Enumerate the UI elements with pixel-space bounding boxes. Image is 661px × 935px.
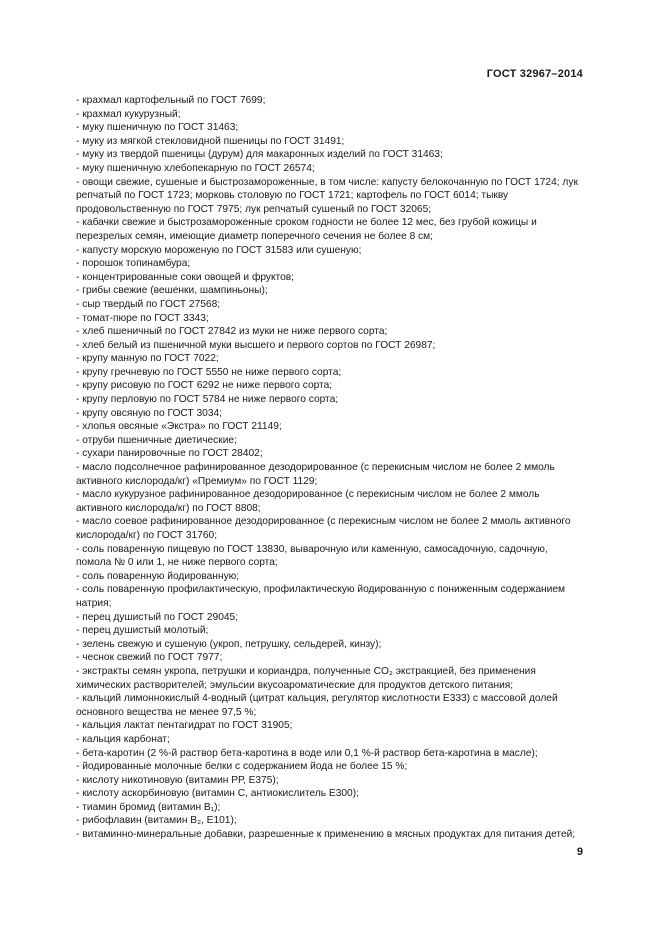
list-item: - рибофлавин (витамин В₂, Е101); <box>76 815 237 827</box>
list-item: - муку из твердой пшеницы (дурум) для макаронных изделий по ГОСТ 31463; <box>76 149 443 161</box>
list-item: - кислоту никотиновую (витамин РР, Е375); <box>76 774 279 786</box>
list-item: - порошок топинамбура; <box>76 258 191 270</box>
list-item: - муку пшеничную по ГОСТ 31463; <box>76 122 239 134</box>
list-item: - перец душистый молотый; <box>76 625 209 637</box>
list-item: - сыр твердый по ГОСТ 27568; <box>76 298 221 310</box>
list-item: - тиамин бромид (витамин В₁); <box>76 801 221 813</box>
list-item: - томат-пюре по ГОСТ 3343; <box>76 312 209 324</box>
list-item: - муку из мягкой стекловидной пшеницы по ГОСТ 31491; <box>76 135 345 147</box>
list-item: - бета-каротин (2 %-й раствор бета-каротина в воде или 0,1 %-й раствор бета-каротина в масле); <box>76 747 538 759</box>
list-item: - кальций лимоннокислый 4-водный (цитрат кальция, регулятор кислотности Е333) с массовой долей основного вещества не менее 97,5 %; <box>76 693 558 718</box>
list-item: - крупу рисовую по ГОСТ 6292 не ниже первого сорта; <box>76 380 333 392</box>
list-item: - овощи свежие, сушеные и быстрозамороженные, в том числе: капусту белокочанную по ГОСТ 1724; лук репчатый по ГОСТ 1723; морковь столовую по ГОСТ 1721; картофель по ГОСТ 6014; тыкву продовольственную по ГОСТ 7975; лук репчатый сушеный по ГОСТ 32065; <box>76 176 578 215</box>
list-item: - зелень свежую и сушеную (укроп, петрушку, сельдерей, кинзу); <box>76 638 382 650</box>
list-item: - масло подсолнечное рафинированное дезодорированное (с перекисным числом не более 2 ммоль активного кислорода/кг) «Премиум» по ГОСТ 1129; <box>76 462 555 487</box>
list-item: - кальция лактат пентагидрат по ГОСТ 31905; <box>76 720 293 732</box>
list-item: - крупу гречневую по ГОСТ 5550 не ниже первого сорта; <box>76 366 342 378</box>
list-item: - крупу овсяную по ГОСТ 3034; <box>76 407 222 419</box>
list-item: - витаминно-минеральные добавки, разрешенные к применению в мясных продуктах для питания детей; <box>76 829 576 841</box>
ingredient-list <box>76 94 583 842</box>
page-number: 9 <box>576 846 583 858</box>
list-item: - соль поваренную пищевую по ГОСТ 13830, выварочную или каменную, самосадочную, садочную, помола № 0 или 1, не ниже первого сорта; <box>76 543 548 569</box>
list-item: - кислоту аскорбиновую (витамин С, антиокислитель Е300); <box>76 788 359 800</box>
list-item: - соль поваренную профилактическую, профилактическую йодированную с пониженным содержанием натрия; <box>76 584 565 609</box>
list-item: - муку пшеничную хлебопекарную по ГОСТ 26574; <box>76 162 315 174</box>
list-item: - перец душистый по ГОСТ 29045; <box>76 611 239 623</box>
list-item: - хлеб белый из пшеничной муки высшего и первого сортов по ГОСТ 26987; <box>76 339 436 351</box>
standard-header: ГОСТ 32967–2014 <box>486 68 583 80</box>
list-item: - капусту морскую мороженую по ГОСТ 31583 или сушеную; <box>76 244 362 256</box>
list-item: - масло кукурузное рафинированное дезодорированное (с перекисным числом не более 2 ммоль активного кислорода/кг) по ГОСТ 8808; <box>76 489 540 514</box>
list-item: - крупу манную по ГОСТ 7022; <box>76 353 219 365</box>
list-item: - йодированные молочные белки с содержанием йода не более 15 %; <box>76 761 408 773</box>
list-item: - хлопья овсяные «Экстра» по ГОСТ 21149; <box>76 421 282 433</box>
list-item: - крахмал картофельный по ГОСТ 7699; <box>76 95 266 106</box>
list-item: - отруби пшеничные диетические; <box>76 434 237 446</box>
list-item: - кабачки свежие и быстрозамороженные сроком годности не более 12 мес, без грубой кожицы и перезрелых семян, имеющие диаметр поперечного сечения не более 8 см; <box>76 217 537 242</box>
list-item: - кальция карбонат; <box>76 733 170 745</box>
list-item: - масло соевое рафинированное дезодорированное (с перекисным числом не более 2 ммоль активного кислорода/кг) по ГОСТ 31760; <box>76 516 571 541</box>
list-item: - экстракты семян укропа, петрушки и кориандра, полученные CO₂ экстракцией, без применения химических растворителей; эмульсии вкусоароматические для продуктов детского питания; <box>76 665 536 691</box>
list-item: - сухари панировочные по ГОСТ 28402; <box>76 448 263 460</box>
list-item: - соль поваренную йодированную; <box>76 570 240 582</box>
list-item: - грибы свежие (вешенки, шампиньоны); <box>76 285 268 297</box>
list-item: - хлеб пшеничный по ГОСТ 27842 из муки не ниже первого сорта; <box>76 326 388 338</box>
list-item: - крахмал кукурузный; <box>76 108 181 120</box>
list-item: - крупу перловую по ГОСТ 5784 не ниже первого сорта; <box>76 394 339 406</box>
list-item: - чеснок свежий по ГОСТ 7977; <box>76 652 223 664</box>
list-item: - концентрированные соки овощей и фруктов; <box>76 271 295 283</box>
